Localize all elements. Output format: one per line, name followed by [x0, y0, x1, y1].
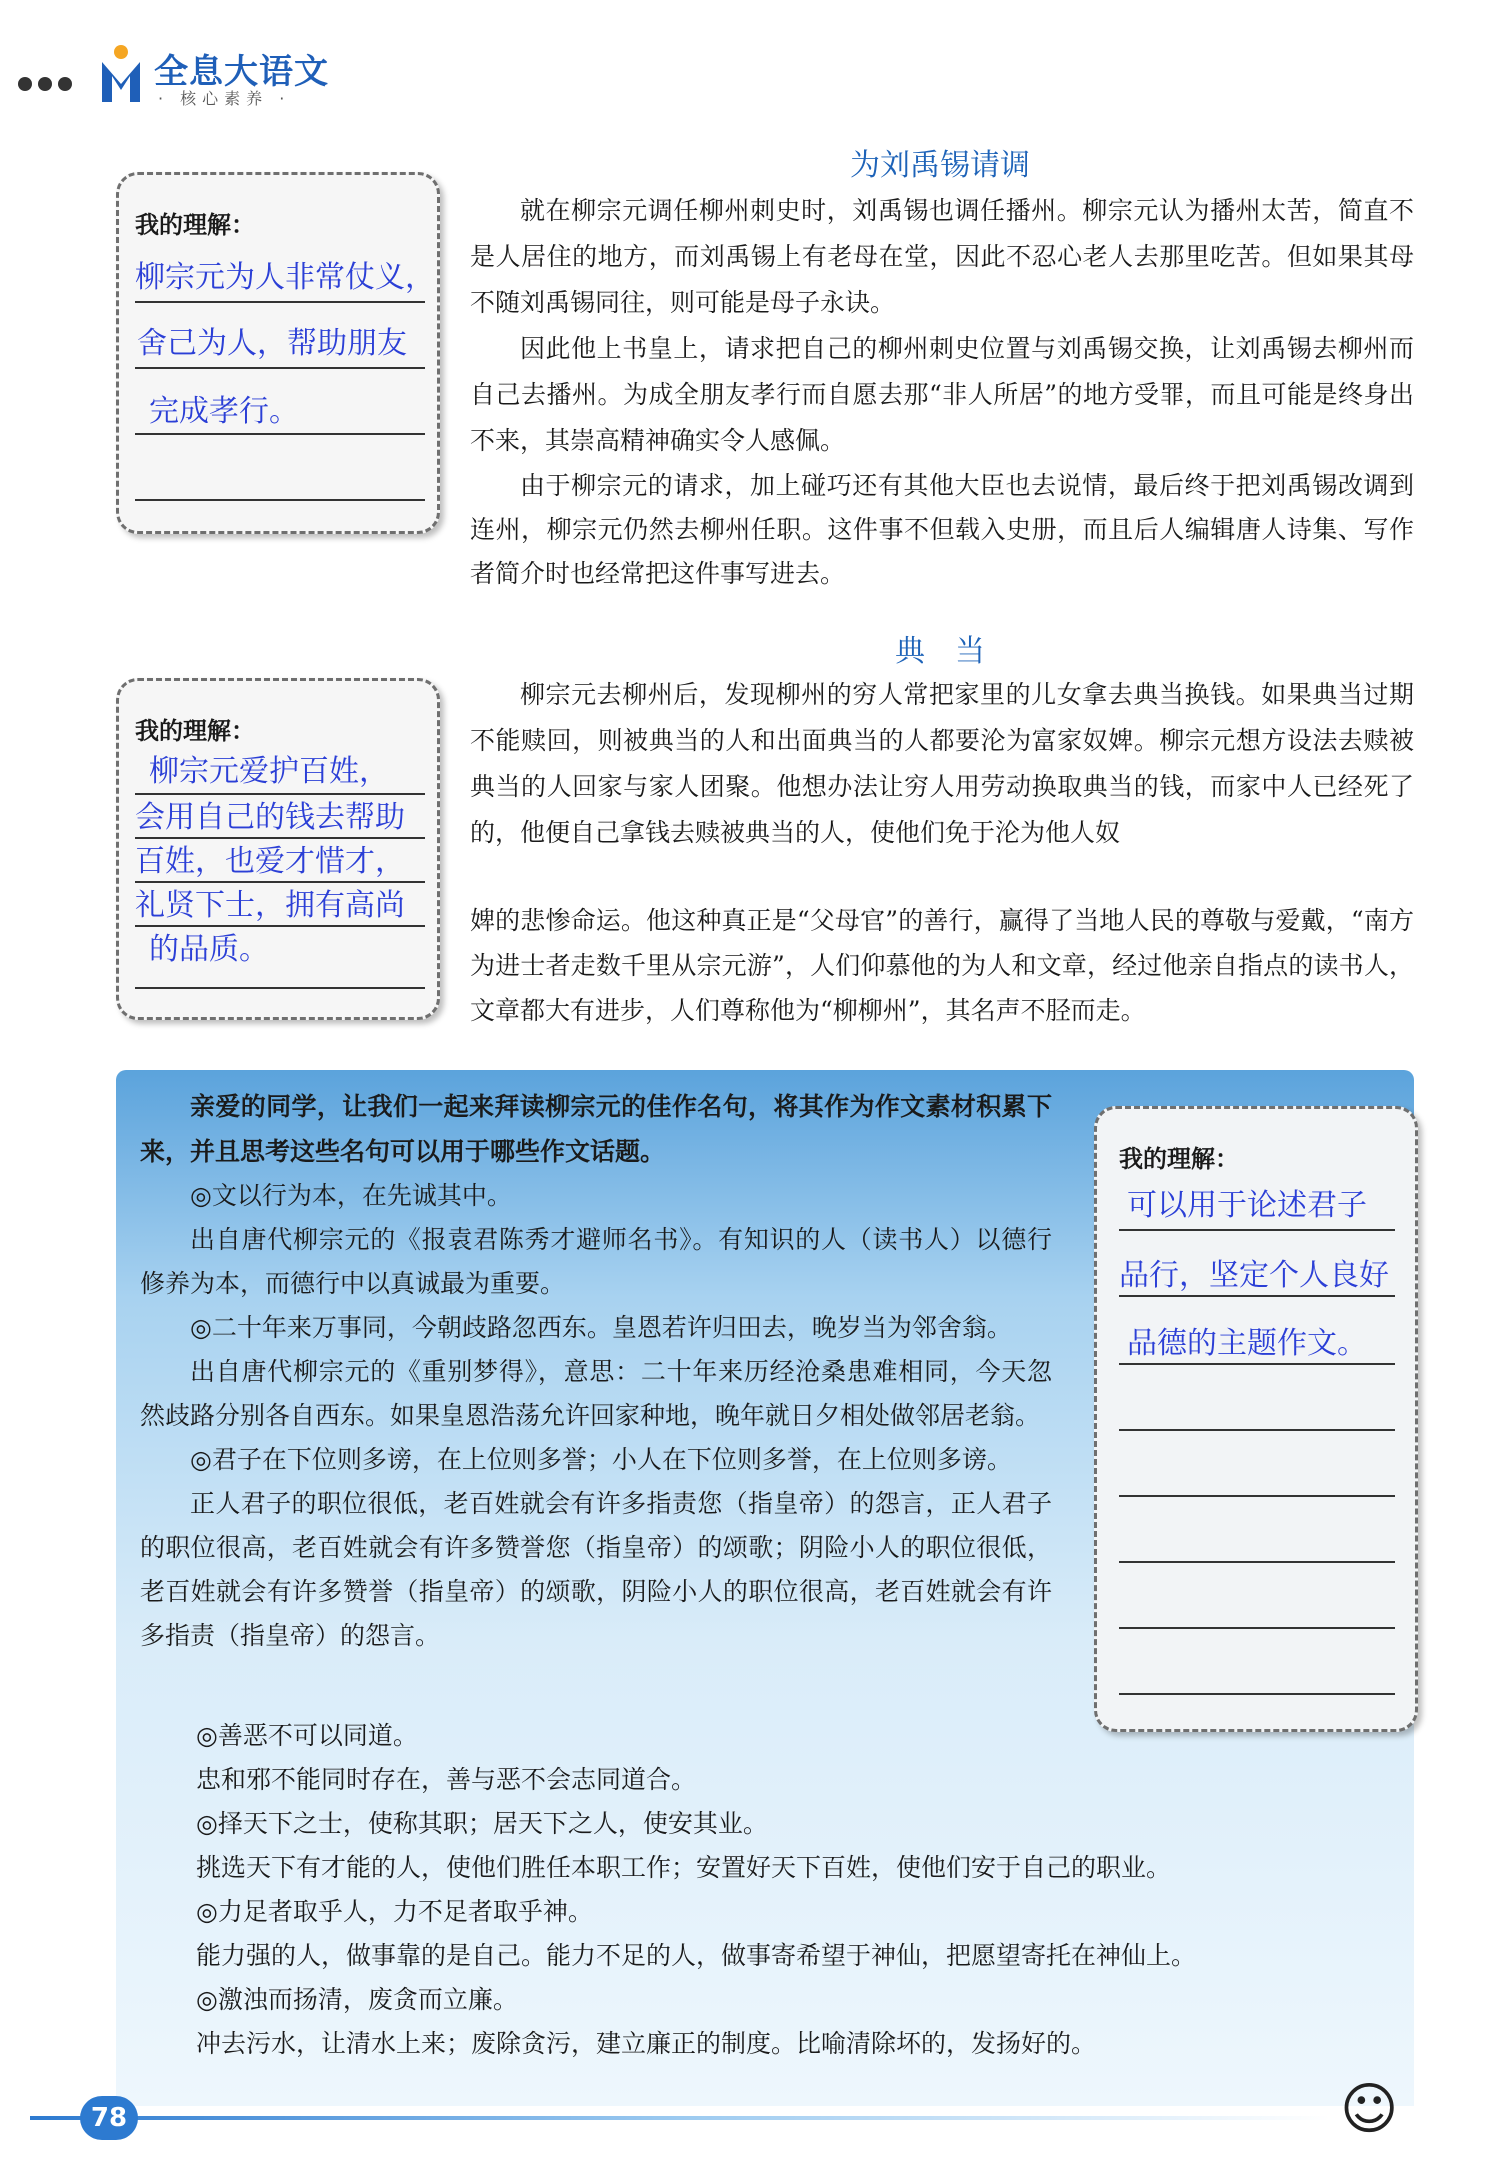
- paragraph: 婢的悲惨命运。他这种真正是“父母官”的善行，赢得了当地人民的尊敬与爱戴，“南方为进士者走数千里从宗元游”，人们仰慕他的为人和文章，经过他亲自指点的读书人，文章都大有进步，人们尊称他为“柳柳州”，其名声不胫而走。: [470, 906, 1414, 1025]
- note-text-line: 品行，坚定个人良好: [1119, 1258, 1389, 1293]
- section2-body-cont: [470, 898, 1414, 1033]
- note-rule: [1119, 1495, 1395, 1497]
- panel-intro: 亲爱的同学，让我们一起来拜读柳宗元的佳作名句，将其作为作文素材积累下来，并且思考这些名句可以用于哪些作文话题。: [140, 1092, 1052, 1166]
- note-box-3: [1094, 1106, 1418, 1732]
- quote-text: ◎善恶不可以同道。: [196, 1721, 418, 1750]
- note-text-line: 会用自己的钱去帮助: [135, 800, 405, 835]
- note-rule: [135, 499, 425, 501]
- note-rule: [135, 301, 425, 303]
- quote-explanation: 冲去污水，让清水上来；废除贪污，建立廉正的制度。比喻清除坏的，发扬好的。: [196, 2029, 1097, 2058]
- note-text-line: 舍己为人，帮助朋友: [137, 326, 407, 361]
- note-rule: [135, 925, 425, 927]
- note-rule: [1119, 1295, 1395, 1297]
- paragraph: 因此他上书皇上，请求把自己的柳州刺史位置与刘禹锡交换，让刘禹锡去柳州而自己去播州。为成全朋友孝行而自愿去那“非人所居”的地方受罪，而且可能是终身出不来，其崇高精神确实令人感佩。: [470, 334, 1414, 455]
- quote-text: ◎力足者取乎人，力不足者取乎神。: [196, 1897, 593, 1926]
- note-rule: [135, 367, 425, 369]
- note-rule: [135, 987, 425, 989]
- quote-item: [140, 1306, 1052, 1438]
- note-label: 我的理解：: [1119, 1145, 1239, 1173]
- note-text-line: 柳宗元为人非常仗义，: [135, 260, 435, 295]
- note-rule: [1119, 1429, 1395, 1431]
- note-text-line: 柳宗元爱护百姓，: [149, 754, 389, 789]
- note-text-line: 礼贤下士，拥有高尚: [135, 888, 405, 923]
- section2-body: [470, 672, 1414, 856]
- note-rule: [135, 837, 425, 839]
- paragraph: 柳宗元去柳州后，发现柳州的穷人常把家里的儿女拿去典当换钱。如果典当过期不能赎回，则被典当的人和出面典当的人都要沦为富家奴婢。柳宗元想方设法去赎被典当的人回家与家人团聚。他想办法让穷人用劳动换取典当的钱，而家中人已经死了的，他便自己拿钱去赎被典当的人，使他们免于沦为他人奴: [470, 680, 1414, 847]
- quote-explanation: 忠和邪不能同时存在，善与恶不会志同道合。: [196, 1765, 697, 1794]
- note-text-line: 品德的主题作文。: [1127, 1326, 1367, 1361]
- panel-content: [140, 1084, 1052, 1658]
- note-label: 我的理解：: [135, 717, 255, 745]
- page-number: 78: [80, 2096, 138, 2140]
- quote-explanation: 出自唐代柳宗元的《重别梦得》，意思：二十年来历经沧桑患难相同，今天忽然歧路分别各自西东。如果皇恩浩荡允许回家种地，晚年就日夕相处做邻居老翁。: [140, 1357, 1052, 1430]
- paragraph: 就在柳宗元调任柳州刺史时，刘禹锡也调任播州。柳宗元认为播州太苦，简直不是人居住的地方，而刘禹锡上有老母在堂，因此不忍心老人去那里吃苦。但如果其母不随刘禹锡同往，则可能是母子永诀。: [470, 196, 1414, 317]
- note-text-line: 百姓，也爱才惜才，: [135, 844, 405, 879]
- section1-title: 为刘禹锡请调: [850, 148, 1030, 183]
- note-label: 我的理解：: [135, 211, 255, 239]
- brand-subtitle: · 核心素养 ·: [158, 89, 291, 108]
- note-rule: [135, 793, 425, 795]
- header-dots: [18, 76, 78, 95]
- note-rule: [1119, 1229, 1395, 1231]
- note-box-1: [116, 172, 440, 534]
- quote-text: ◎君子在下位则多谤，在上位则多誉；小人在下位则多誉，在上位则多谤。: [190, 1445, 1012, 1474]
- paragraph: 由于柳宗元的请求，加上碰巧还有其他大臣也去说情，最后终于把刘禹锡改调到连州，柳宗元仍然去柳州任职。这件事不但载入史册，而且后人编辑唐人诗集、写作者简介时也经常把这件事写进去。: [470, 471, 1414, 588]
- quote-explanation: 出自唐代柳宗元的《报袁君陈秀才避师名书》。有知识的人（读书人）以德行修养为本，而德行中以真诚最为重要。: [140, 1225, 1052, 1298]
- note-rule: [1119, 1363, 1395, 1365]
- footer-line: [30, 2116, 1330, 2120]
- quote-text: ◎激浊而扬清，废贪而立廉。: [196, 1985, 518, 2014]
- section1-body: [470, 188, 1414, 464]
- quote-explanation: 挑选天下有才能的人，使他们胜任本职工作；安置好天下百姓，使他们安于自己的职业。: [196, 1853, 1172, 1882]
- quote-text: ◎二十年来万事同，今朝歧路忽西东。皇恩若许归田去，晚岁当为邻舍翁。: [190, 1313, 1012, 1342]
- note-rule: [135, 881, 425, 883]
- quote-text: ◎文以行为本，在先诚其中。: [190, 1181, 512, 1210]
- smiley-icon: ☺: [1340, 2077, 1399, 2142]
- quote-explanation: 正人君子的职位很低，老百姓就会有许多指责您（指皇帝）的怨言，正人君子的职位很高，老百姓就会有许多赞誉您（指皇帝）的颂歌；阴险小人的职位很低，老百姓就会有许多赞誉（指皇帝）的颂歌，阴险小人的职位很高，老百姓就会有许多指责（指皇帝）的怨言。: [140, 1489, 1052, 1650]
- brand-name: 全息大语文: [154, 52, 329, 92]
- note-rule: [1119, 1627, 1395, 1629]
- note-text-line: 可以用于论述君子: [1127, 1188, 1367, 1223]
- note-rule: [1119, 1693, 1395, 1695]
- logo-icon: [98, 44, 144, 106]
- section1-body-cont: [470, 464, 1414, 596]
- quote-explanation: 能力强的人，做事靠的是自己。能力不足的人，做事寄希望于神仙，把愿望寄托在神仙上。: [196, 1941, 1197, 1970]
- quote-item: [140, 1438, 1052, 1658]
- panel-content-lower: [196, 1714, 1346, 2066]
- note-box-2: [116, 678, 440, 1020]
- note-rule: [135, 433, 425, 435]
- section2-title: 典 当: [895, 634, 985, 669]
- quote-text: ◎择天下之士，使称其职；居天下之人，使安其业。: [196, 1809, 768, 1838]
- note-rule: [1119, 1561, 1395, 1563]
- note-text-line: 完成孝行。: [149, 394, 299, 429]
- note-text-line: 的品质。: [149, 932, 269, 967]
- quote-item: [140, 1174, 1052, 1306]
